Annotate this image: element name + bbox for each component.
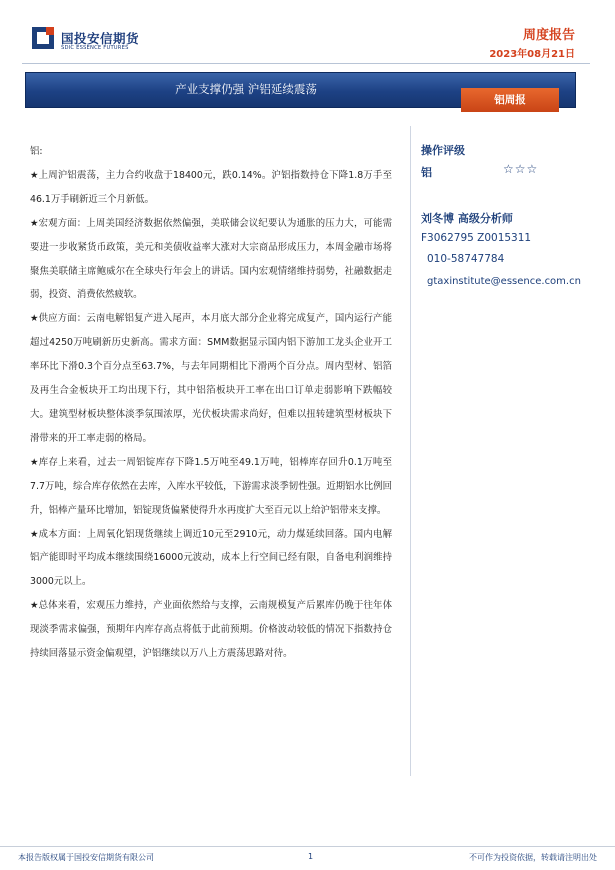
report-type: 周度报告 xyxy=(522,28,575,43)
footer-disclaimer: 不可作为投资依据，转载请注明出处 xyxy=(469,853,597,862)
report-body xyxy=(30,140,392,666)
footer-divider xyxy=(0,846,615,847)
column-divider xyxy=(410,126,411,776)
body-paragraph: ★宏观方面：上周美国经济数据依然偏强，美联储会议纪要认为通胀的压力大，可能需要进一步收紧货币政策，美元和美债收益率大涨对大宗商品形成压力，本周金融市场将聚焦美联储主席鲍威尔在全球央行年会上的讲话。国内宏观情绪维持弱势，社融数据走弱，投资、消费依然疲软。 xyxy=(30,217,392,301)
body-paragraph: ★成本方面：上周氧化铝现货继续上调近10元至2910元，动力煤延续回落。国内电解铝产能即时平均成本继续围绕16000元波动，成本上行空间已经有限，自备电利润维持3000元以上。 xyxy=(30,528,392,588)
header-divider xyxy=(22,63,590,64)
body-paragraph: ★上周沪铝震荡，主力合约收盘于18400元，跌0.14%。沪铝指数持仓下降1.8万手至46.1万手刷新近三个月新低。 xyxy=(30,169,392,205)
report-date: 2023年08月21日 xyxy=(489,49,575,60)
footer-copyright: 本报告版权属于国投安信期货有限公司 xyxy=(18,853,154,862)
section-tab: 铝周报 xyxy=(461,88,559,112)
logo-icon xyxy=(32,27,54,49)
analyst-name: 刘冬博 高级分析师 xyxy=(421,212,513,225)
analyst-phone: 010-58747784 xyxy=(427,253,505,265)
body-heading: 铝: xyxy=(30,146,43,157)
logo-name-cn: 国投安信期货 xyxy=(61,31,140,46)
body-paragraph: ★总体来看，宏观压力维持，产业面依然给与支撑，云南规模复产后累库仍晚于往年体现淡季需求偏强，预期年内库存高点将低于此前预期。价格波动较低的情况下指数持仓持续回落显示资金偏观望，沪铝继续以万八上方震荡思路对待。 xyxy=(30,600,392,660)
body-paragraph: ★库存上来看，过去一周铝锭库存下降1.5万吨至49.1万吨，铝棒库存回升0.1万吨至7.7万吨，综合库存依然在去库，入库水平较低，下游需求淡季韧性强。近期铝水比例回升，铝棒产量环比增加，铝锭现货偏紧使得升水再度扩大至百元以上给沪铝带来支撑。 xyxy=(30,456,392,516)
body-paragraph: ★供应方面：云南电解铝复产进入尾声，本月底大部分企业将完成复产，国内运行产能超过4250万吨刷新历史新高。需求方面：SMM数据显示国内铝下游加工龙头企业开工率环比下滑0.3个百分点至63.7%，与去年同期相比下滑两个百分点。周内型材、铝箔及再生合金板块开工均出现下行，其中铝箔板块开工率在出口订单走弱影响下跌幅较大。建筑型材板块整体淡季氛围浓厚，光伏板块需求尚好，但难以扭转建筑型材板块下滑带来的开工率走弱的格局。 xyxy=(30,313,392,444)
page-number: 1 xyxy=(308,852,314,861)
rating-product: 铝 xyxy=(421,166,432,179)
analyst-cert: F3062795 Z0015311 xyxy=(421,232,532,244)
rating-stars: ☆☆☆ xyxy=(503,162,539,176)
rating-title: 操作评级 xyxy=(421,144,465,157)
analyst-email[interactable]: gtaxinstitute@essence.com.cn xyxy=(427,276,581,287)
report-title: 产业支撑仍强 沪铝延续震荡 xyxy=(175,82,317,96)
logo-name-en: SDIC ESSENCE FUTURES xyxy=(61,45,129,51)
